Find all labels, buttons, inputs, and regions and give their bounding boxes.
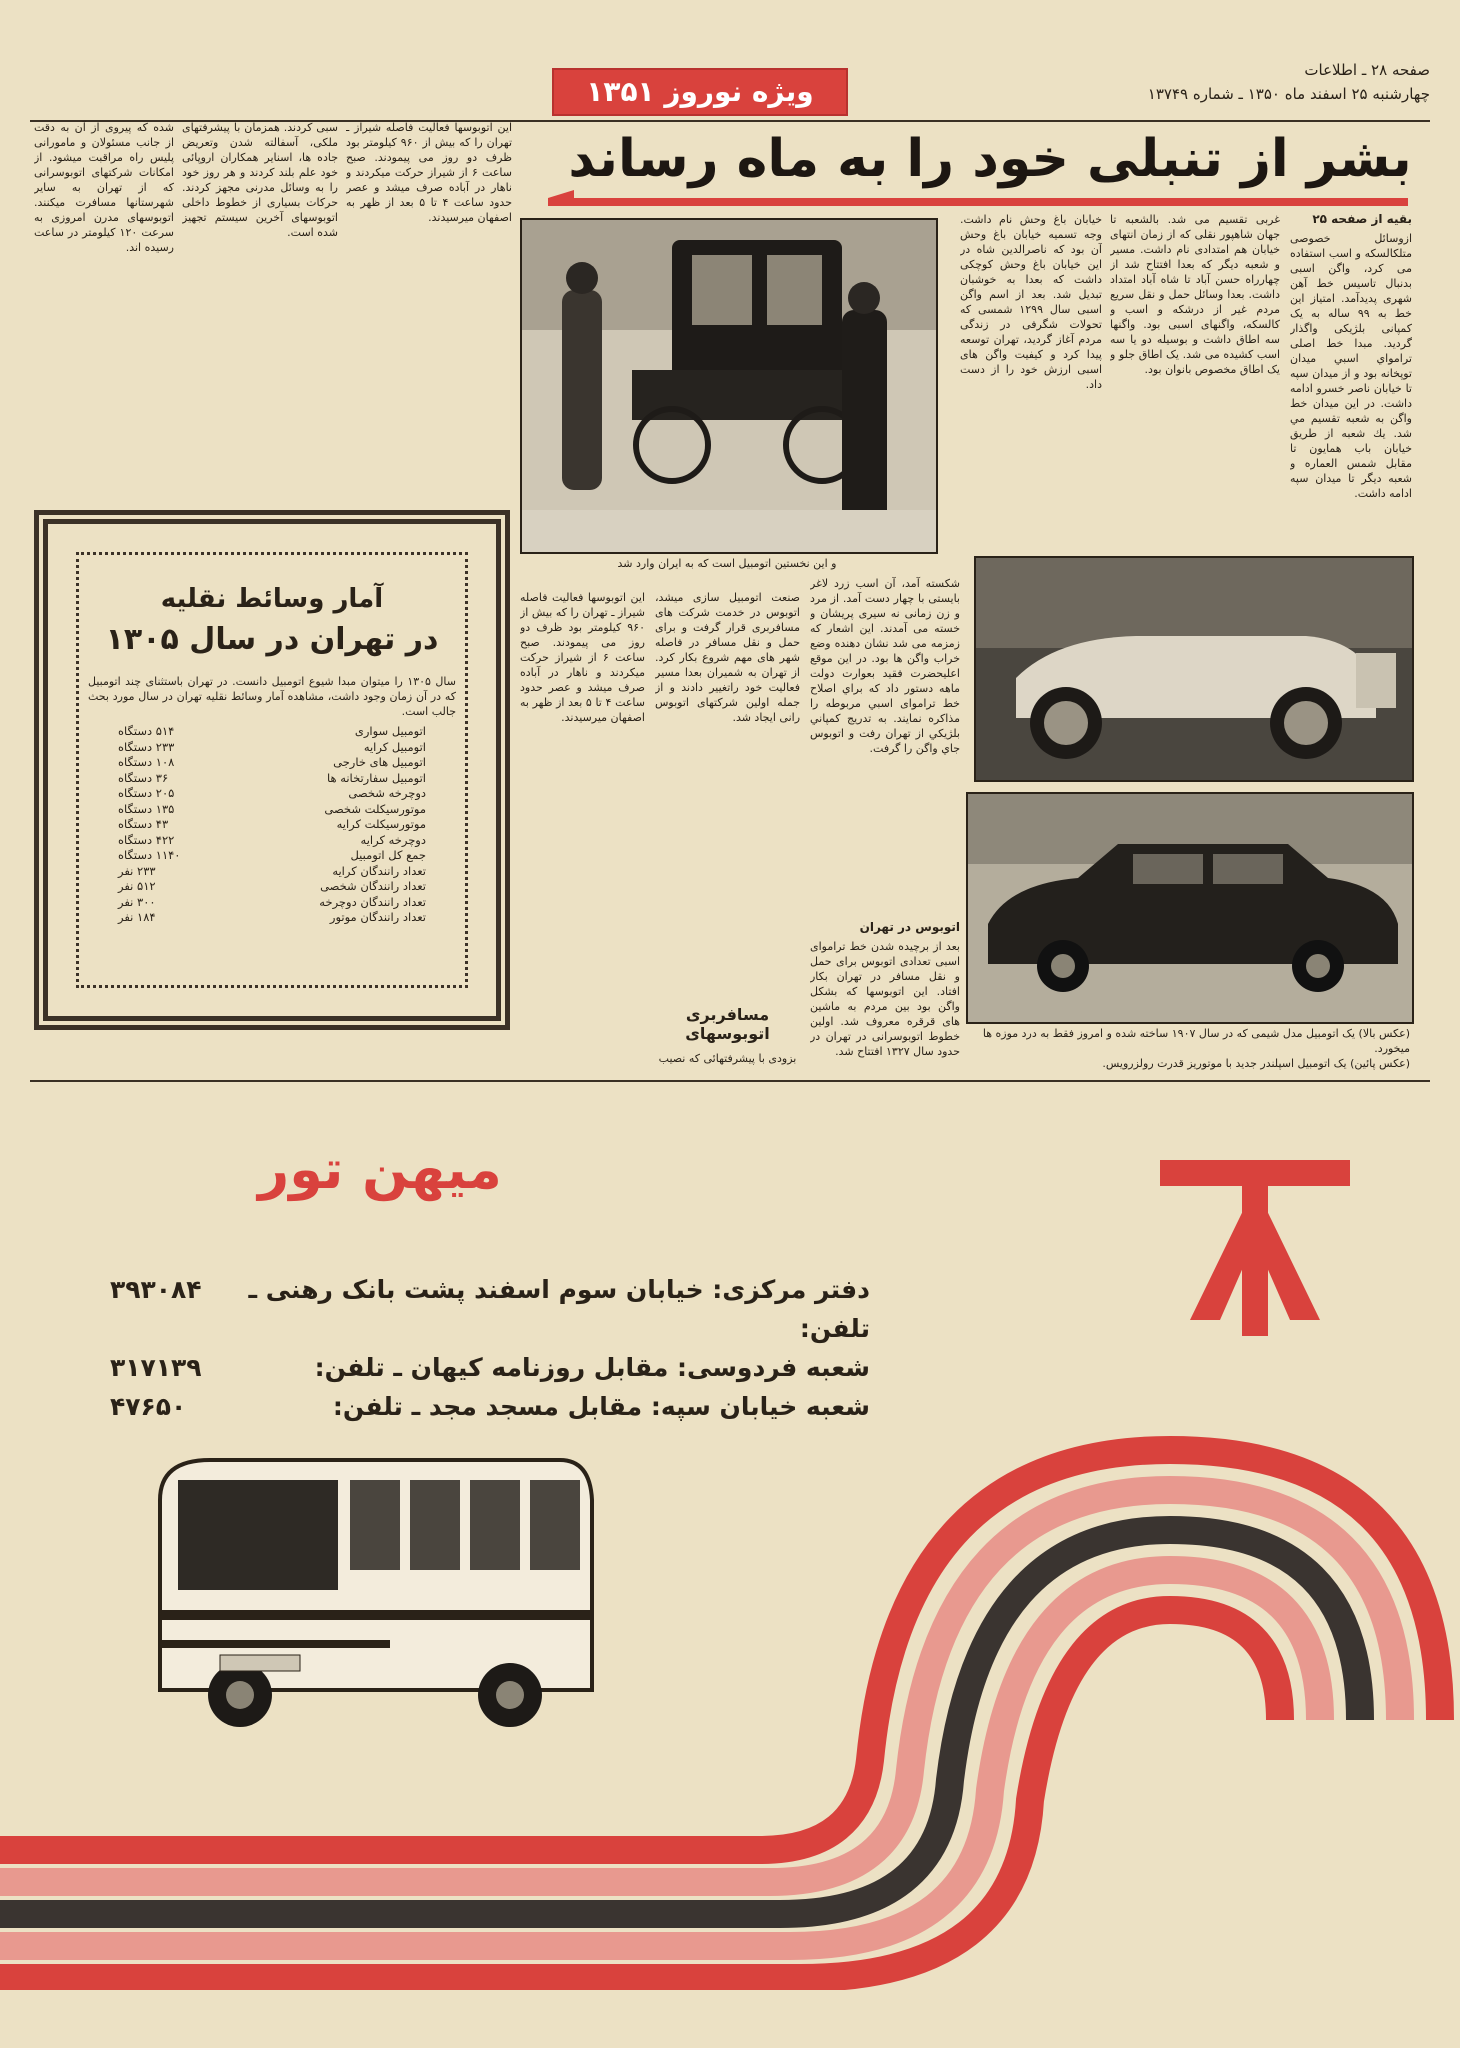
modern-car-image <box>968 794 1412 1022</box>
column-5b-text: این اتوبوسها فعالیت فاصله شیراز ـ تهران را که بیش از ۹۶۰ کیلومتر بود ظرف دو روز می پیمودند. صبح ساعت ۶ از شیراز حرکت میکردند و ناهار در آباده صرف میشد و عصر حدود ساعت ۴ تا ۵ بعد از ظهر به اصفهان میرسیدند. <box>520 591 645 724</box>
stats-row <box>118 740 426 756</box>
article-column-1 <box>1290 212 1412 552</box>
stats-row-value: ۲۳۳ دستگاه <box>118 739 175 754</box>
stats-row-label: موتورسیکلت کرایه <box>336 817 426 831</box>
stats-row-label: تعداد رانندگان دوچرخه <box>319 894 426 909</box>
stats-row-value: ۵۱۴ دستگاه <box>118 724 175 738</box>
stats-row <box>118 910 426 926</box>
ferdowsi-branch-label: شعبه فردوسی: مقابل روزنامه کیهان ـ تلفن: <box>314 1353 870 1382</box>
masthead <box>30 58 1430 122</box>
article-headline: بشر از تنبلی خود را به ماه رساند <box>568 129 1412 189</box>
sepah-branch-label: شعبه خیابان سپه: مقابل مسجد مجد ـ تلفن: <box>332 1392 870 1421</box>
continued-label: بقیه از صفحه ۲۵ <box>1312 212 1412 226</box>
stats-row-label: دوچرخه کرایه <box>360 832 426 847</box>
stats-row-value: ۲۳۳ نفر <box>118 863 156 878</box>
old-car-caption: (عکس بالا) یک اتومبیل مدل شیمی که در سال ۱۹۰۷ ساخته شده و امروز فقط به درد موزه ها میخورد. <box>982 1027 1410 1055</box>
stats-row <box>118 802 426 818</box>
column-5-text: صنعت اتومبیل سازی میشد، اتوبوس در خدمت شرکت های مسافربری قرار گرفت و برای حمل و نقل مسافر در فاصله شهر های مهم شروع بکار کرد. از تهران به شمیران بعدا مسیر فعالیت خود راتغییر دادند و از جمله اولین شرکتهای اتوبوس رانی ایجاد شد. <box>655 591 800 724</box>
article-column-7 <box>182 120 338 480</box>
sepah-branch-line <box>110 1387 870 1426</box>
article-column-4 <box>810 576 960 906</box>
article-column-3 <box>960 212 1102 552</box>
central-office-line <box>110 1270 870 1348</box>
central-office-label: دفتر مرکزی: خیابان سوم اسفند پشت بانک رهنی ـ تلفن: <box>248 1275 870 1343</box>
ferdowsi-branch-phone: ۳۱۷۱۳۹ <box>110 1353 202 1382</box>
stats-row <box>118 833 426 849</box>
modern-car-caption: (عکس پائین) یک اتومبیل اسپلندر جدید با موتوریز قدرت رولزرویس. <box>1102 1057 1410 1070</box>
stats-row-label: اتومبیل سفارتخانه ها <box>326 770 426 785</box>
old-car-photo <box>974 556 1414 782</box>
stats-row <box>118 848 426 864</box>
stats-title: آمار وسائط نقلیه <box>160 584 384 614</box>
stats-row <box>118 895 426 911</box>
central-office-phone: ۳۹۳۰۸۴ <box>110 1275 202 1304</box>
mihan-tour-brand: میهن تور <box>258 1138 502 1201</box>
bus-tehran-text: بعد از برچیده شدن خط تراموای اسبی تعدادی اتوبوس برای حمل و نقل مسافر در تهران بکار افتاد. این اتوبوسها که بشکل واگن بود بین مردم به ماشین های قرقره معروف شد. اولین خطوط اتوبوسرانی در تهران در حدود سال ۱۳۲۷ افتتاح شد. <box>810 940 960 1058</box>
first-car-caption: و این نخستین اتومبیل است که به ایران وارد شد <box>617 557 837 570</box>
column-4-text: شکسته آمد، آن اسب زرد لاغر بایستی با چهار دست آمد. از مرد و زن زمانی نه سیری پریشان و خسته می آمدند. این اشعار که زمزمه می شد نشان دهنده وضع خراب واگن ها بود. در اين موقع اعليحضرت فقيد بعوارت دولت ماهه دستور داد که براي اصلاح خط تراموای اسبي مربوطه را مذاكره نمايند. به تدريج كمپاني بلژيكي از تهران رفت و اتوبوس جاي واگن را گرفت. <box>810 577 960 755</box>
stats-row-value: ۲۰۵ دستگاه <box>118 786 175 800</box>
bus-feature-subtitle: بزودی با پیشرفتهائی که نصیب <box>658 1052 797 1065</box>
stats-row-label: تعداد رانندگان موتور <box>329 910 426 924</box>
article-column-8 <box>34 120 174 480</box>
stats-row <box>118 755 426 771</box>
stats-subtitle: در تهران در سال ۱۳۰۵ <box>105 622 439 657</box>
stats-row-label: جمع کل اتومبیل <box>350 848 426 862</box>
stats-row <box>118 817 426 833</box>
stats-row-label: دوچرخه شخصی <box>348 786 426 800</box>
stats-row <box>118 724 426 740</box>
ferdowsi-branch-line <box>110 1348 870 1387</box>
first-car-photo <box>520 218 938 554</box>
bus-tehran-section <box>810 920 960 1060</box>
car-photos-caption <box>974 1026 1410 1071</box>
stats-row-label: اتومبیل سواری <box>354 724 426 738</box>
tour-bus-image <box>120 1440 620 1760</box>
column-1-text: ازوسائل خصوصی متلکالسکه و اسب استفاده می کرد، واگن اسبی بدنبال تاسیس خط آهن شهری پدیدآمد. امتیاز این خط به ۹۹ ساله به یک کمپانی بلژیکی واگذار گردید. مبدا خط اصلی ترامواي اسبي ميدان توپخانه بود و از ميدان سپه تا خيابان ناصر خسرو ادامه داشت. در اين ميدان خط واگن به شعبه تقسيم مي شد. يك شعبه از طريق خيابان باب همايون تا مقابل شمس العماره و شعبه ديگر تا ميدان سپه ادامه داشت. <box>1290 232 1412 500</box>
stats-row-label: اتومبیل کرایه <box>363 739 426 754</box>
issue-date: چهارشنبه ۲۵ اسفند ماه ۱۳۵۰ ـ شماره ۱۳۷۴۹ <box>1147 85 1430 103</box>
stats-row-label: تعداد رانندگان شخصی <box>320 879 426 893</box>
stats-row-value: ۱۳۵ دستگاه <box>118 801 175 816</box>
stats-row-value: ۵۱۲ نفر <box>118 879 156 893</box>
column-8-text: شده که پیروی از آن به دقت از جانب مسئولان و مامورانی پلیس راه مراقبت میشود. از امکانات شرکتهای اتوبوسرانی که از تهران به سایر شهرستانها مسافرت میکنند. اتوبوسهای مدرن امروزی به سرعت ۱۲۰ کیلومتر در ساعت رسیده اند. <box>34 121 174 254</box>
stats-row-value: ۳۰۰ نفر <box>118 894 156 909</box>
stats-row-value: ۴۳ دستگاه <box>118 817 169 831</box>
stats-list <box>118 724 426 926</box>
bus-feature-title: مسافربری اتوبوسهای <box>685 1005 770 1043</box>
stats-row-value: ۴۲۲ دستگاه <box>118 832 175 847</box>
page-number: صفحه ۲۸ ـ اطلاعات <box>1304 61 1430 79</box>
bus-tehran-title: اتوبوس در تهران <box>859 920 960 934</box>
column-3-text: خیابان باغ وحش نام داشت. وجه تسمیه خیابان باغ وحش آن بود که ناصرالدین شاه در این خیابان باغ وحش کوچکی داشت که بعدا به خوشبان تبدیل شد. بعد از اسم واگن اسبی سال ۱۲۹۹ شمسی که تحولات شگرفی در زندگی مردم آغاز گردید، تهران توسعه پیدا کرد و کیفیت واگن های اسبی ارزش خود را از دست داد. <box>960 213 1102 391</box>
advert-contact-lines <box>110 1270 870 1426</box>
modern-car-photo <box>966 792 1414 1024</box>
article-column-6 <box>346 120 512 480</box>
mihan-tour-logo-icon <box>1150 1150 1360 1340</box>
stats-row-value: ۱۱۴۰ دستگاه <box>118 848 181 862</box>
stats-row-label: اتومبیل های خارجی <box>333 755 426 769</box>
vintage-car-image <box>522 220 936 552</box>
stats-row <box>118 771 426 787</box>
stats-row-value: ۳۶ دستگاه <box>118 770 169 785</box>
sepah-branch-phone: ۴۷۶۵۰ <box>110 1392 187 1421</box>
column-2-text: غربی تقسیم می شد. بالشعبه تا جهان شاهپور نقلی که از زمان انتهای خیابان هم امتدادی نام داشت. مسیر و شعبه دیگر که بعدا افتتاح شد از چهارراه حسن آباد تا شاه آباد امتداد داشت. بعدا وسائل حمل و نقل سریع مردم غیر از درشکه و اسب و کالسکه، واگنهای اسبی بود. واگنها سه اطاق داشت و بوسیله دو یا سه اسب کشیده می شد. یک اطاق جلو و یک اطاق مخصوص بانوان بود. <box>1110 213 1280 376</box>
column-7-text: سبی کردند. همزمان با پیشرفتهای ملکی، آسفالته شدن وتعریض جاده ها، اسنایر همکاران اروپائی خود علم بلند کردند و هر روز خود را به وسائل مدرنی مجهز کردند. حرکات بسیاری از خطوط داخلی اتوبوسهای آخرین سیستم تجهیز شده است. <box>182 121 338 239</box>
article-column-5b <box>520 590 645 1050</box>
nowruz-special-badge: ویژه نوروز ۱۳۵۱ <box>552 68 848 116</box>
article-column-2 <box>1110 212 1280 552</box>
stats-row-label: تعداد رانندگان کرایه <box>332 863 426 878</box>
stats-row-value: ۱۰۸ دستگاه <box>118 755 175 769</box>
stats-row-label: موتورسیکلت شخصی <box>324 801 426 816</box>
stats-row <box>118 864 426 880</box>
vehicle-statistics-box <box>34 510 510 1030</box>
old-open-car-image <box>976 558 1412 780</box>
stats-row-value: ۱۸۴ نفر <box>118 910 156 924</box>
headline-red-rule <box>548 198 1408 206</box>
headline-rule-arrow <box>548 190 574 198</box>
stats-intro: سال ۱۳۰۵ را میتوان مبدا شیوع اتومبیل دانست. در تهران باستثنای چند اتومبیل که در آن زمان وجود داشت، مشاهده آمار وسائط نقلیه تهران در سال مورد بحث جالب است. <box>88 675 456 718</box>
stats-row <box>118 879 426 895</box>
advert-divider <box>30 1080 1430 1082</box>
stats-row <box>118 786 426 802</box>
article-column-5 <box>655 590 800 910</box>
masthead-info <box>1148 58 1430 106</box>
column-6-text: این اتوبوسها فعالیت فاصله شیراز ـ تهران را که بیش از ۹۶۰ کیلومتر بود ظرف دو روز می پیمودند. صبح ساعت ۶ از شیراز حرکت میکردند و ناهار در آباده صرف میشد و عصر حدود ساعت ۴ تا ۵ بعد از ظهر به اصفهان میرسیدند. <box>346 121 512 224</box>
